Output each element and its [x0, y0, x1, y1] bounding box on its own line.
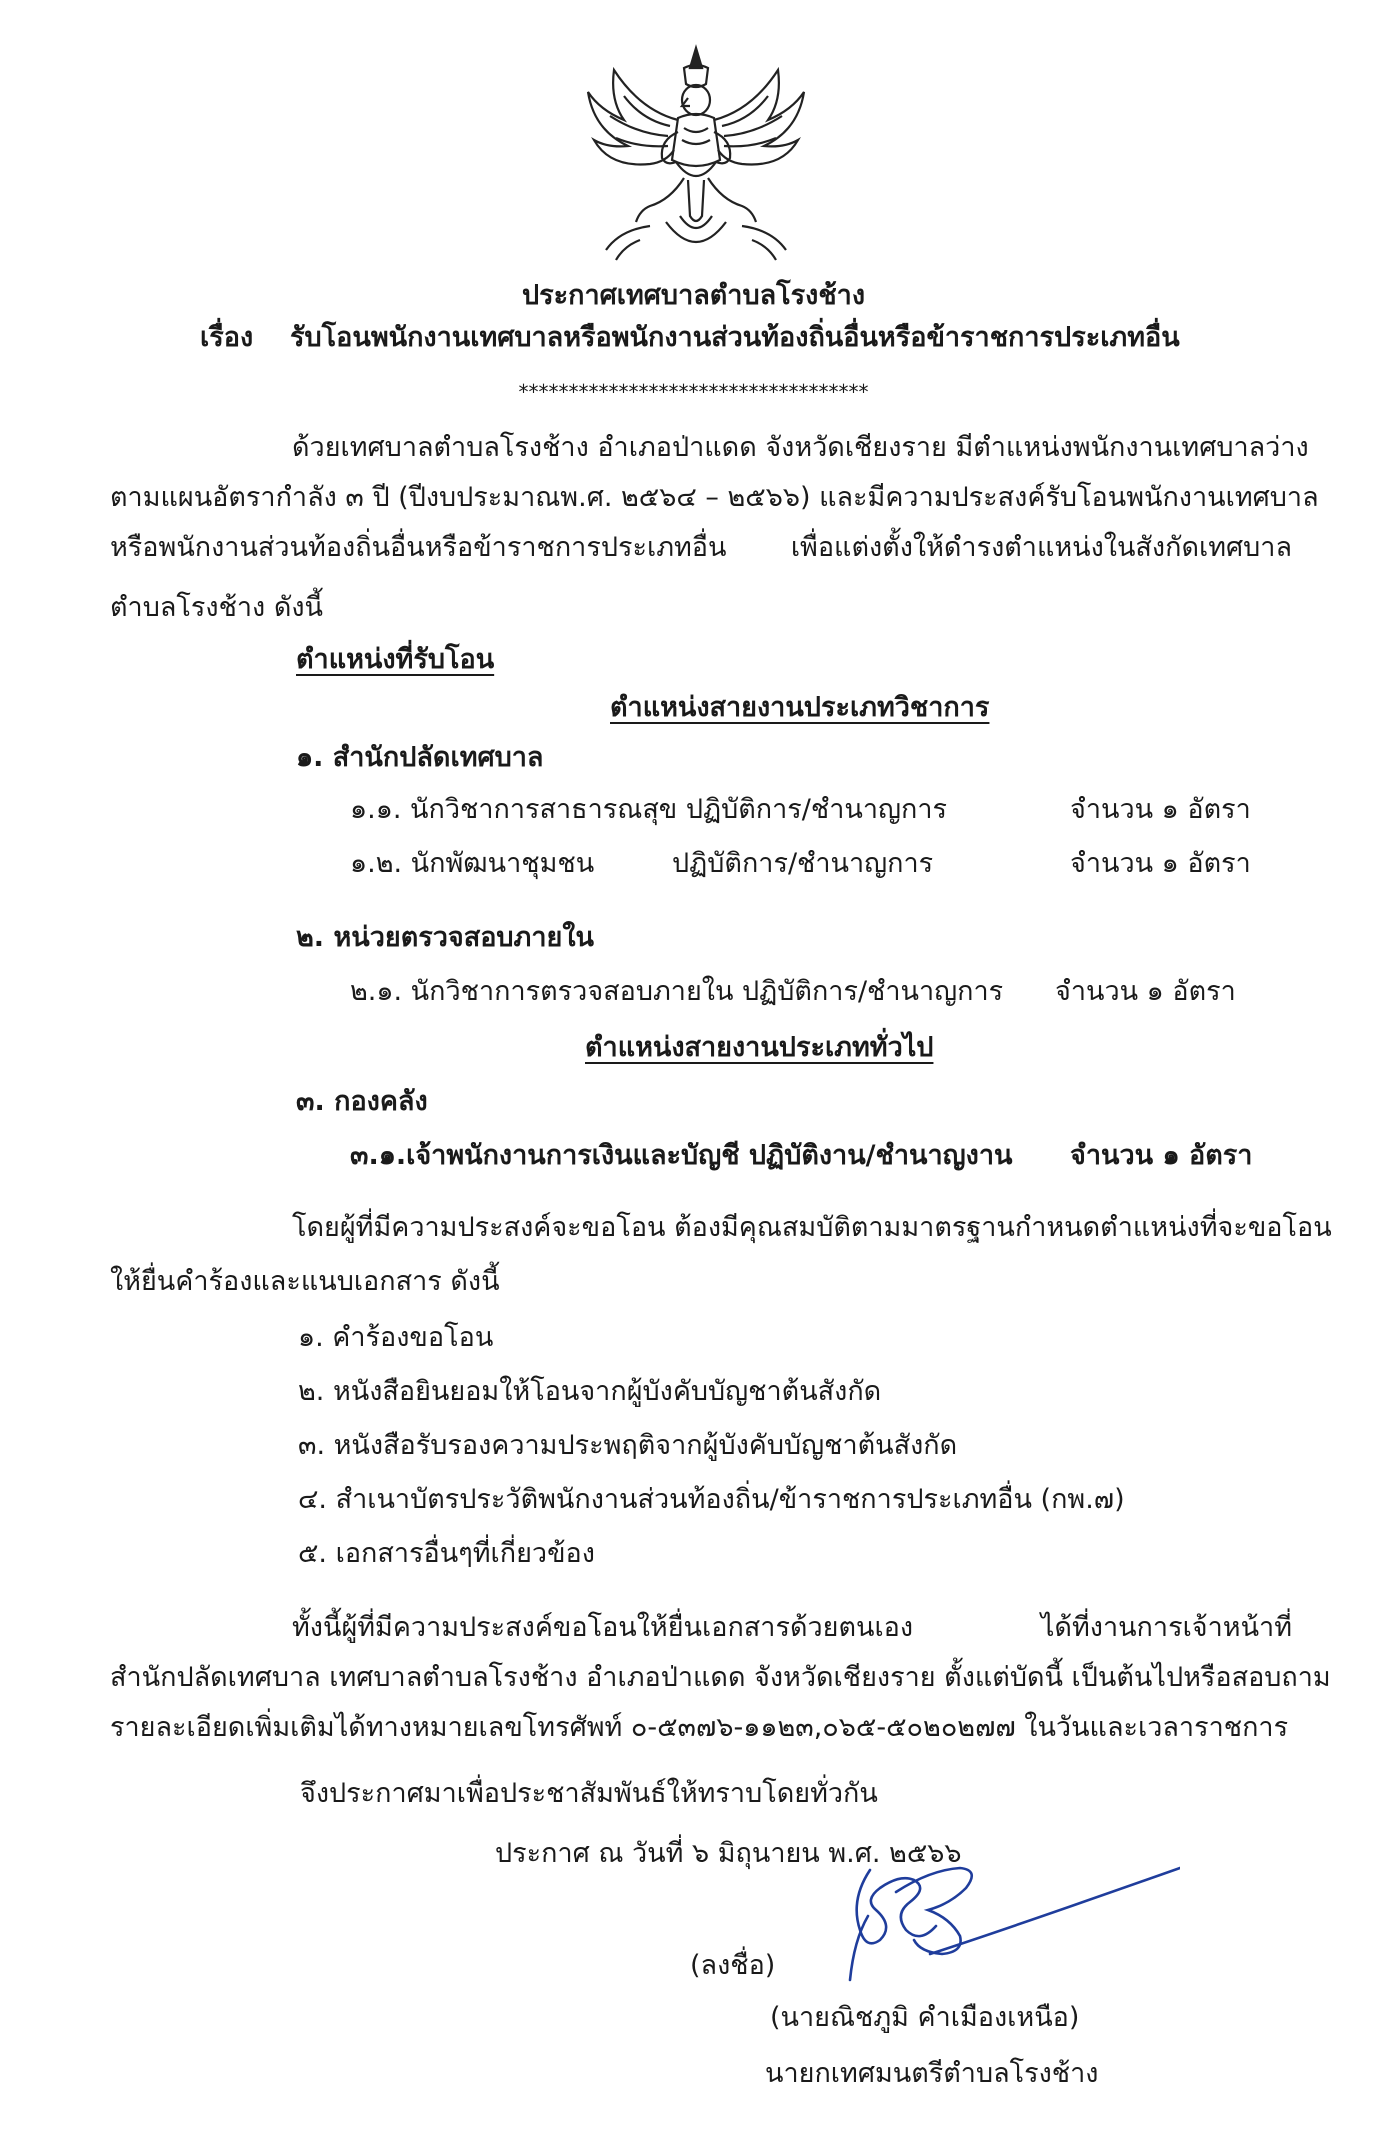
signer-name: (นายณิชภูมิ คำเมืองเหนือ) [770, 2002, 1080, 2033]
position-1-1-count: จำนวน ๑ อัตรา [1070, 794, 1251, 825]
document-item-3: ๓. หนังสือรับรองความประพฤติจากผู้บังคับบัญชาต้นสังกัด [298, 1430, 958, 1461]
position-1-2-count: จำนวน ๑ อัตรา [1070, 848, 1251, 879]
position-1-2-level: ปฏิบัติการ/ชำนาญการ [672, 848, 934, 879]
submission-line-2: สำนักปลัดเทศบาล เทศบาลตำบลโรงช้าง อำเภอป่าแดด จังหวัดเชียงราย ตั้งแต่บัดนี้ เป็นต้นไปหรือสอบถาม [110, 1662, 1331, 1693]
announcement-date: ประกาศ ณ วันที่ ๖ มิถุนายน พ.ศ. ๒๕๖๖ [495, 1838, 962, 1869]
signature-icon [810, 1840, 1180, 2010]
positions-heading: ตำแหน่งที่รับโอน [296, 644, 495, 675]
position-3-1-count: จำนวน ๑ อัตรา [1070, 1140, 1253, 1171]
garuda-emblem-icon [580, 40, 812, 265]
general-heading: ตำแหน่งสายงานประเภททั่วไป [585, 1032, 934, 1063]
document-item-5: ๕. เอกสารอื่นๆที่เกี่ยวข้อง [298, 1538, 595, 1569]
intro-line-2: ตามแผนอัตรากำลัง ๓ ปี (ปีงบประมาณพ.ศ. ๒๕๖๔ – ๒๕๖๖) และมีความประสงค์รับโอนพนักงานเทศบาล [110, 482, 1319, 513]
submission-line-3: รายละเอียดเพิ่มเติมได้ทางหมายเลขโทรศัพท์ ๐-๕๓๗๖-๑๑๒๓,๐๖๕-๕๐๒๐๒๗๗ ในวันและเวลาราชการ [110, 1712, 1289, 1743]
separator-line: *********************************** [518, 380, 869, 404]
requirements-line-2: ให้ยื่นคำร้องและแนบเอกสาร ดังนี้ [110, 1266, 500, 1297]
position-1-2-name: ๑.๒. นักพัฒนาชุมชน [350, 848, 595, 879]
position-1-1-name: ๑.๑. นักวิชาการสาธารณสุข ปฏิบัติการ/ชำนาญการ [350, 794, 948, 825]
document-item-2: ๒. หนังสือยินยอมให้โอนจากผู้บังคับบัญชาต้นสังกัด [298, 1376, 882, 1407]
section-3-title: ๓. กองคลัง [296, 1086, 428, 1117]
requirements-line-1: โดยผู้ที่มีความประสงค์จะขอโอน ต้องมีคุณสมบัติตามมาตรฐานกำหนดตำแหน่งที่จะขอโอน [292, 1212, 1332, 1243]
document-title: ประกาศเทศบาลตำบลโรงช้าง [521, 280, 866, 311]
subject-label: เรื่อง [200, 322, 254, 353]
intro-line-3: หรือพนักงานส่วนท้องถิ่นอื่นหรือข้าราชการประเภทอื่น เพื่อแต่งตั้งให้ดำรงตำแหน่งในสังกัดเทศบาล [110, 532, 1292, 563]
position-3-1-name: ๓.๑.เจ้าพนักงานการเงินและบัญชี ปฏิบัติงาน/ชำนาญงาน [350, 1140, 1013, 1171]
document-item-1: ๑. คำร้องขอโอน [298, 1322, 494, 1353]
section-2-title: ๒. หน่วยตรวจสอบภายใน [296, 922, 594, 953]
intro-line-4: ตำบลโรงช้าง ดังนี้ [110, 592, 323, 623]
subject-text: รับโอนพนักงานเทศบาลหรือพนักงานส่วนท้องถิ่นอื่นหรือข้าราชการประเภทอื่น [290, 322, 1180, 353]
signer-title: นายกเทศมนตรีตำบลโรงช้าง [765, 2058, 1099, 2089]
position-2-1-name: ๒.๑. นักวิชาการตรวจสอบภายใน ปฏิบัติการ/ชำนาญการ [350, 976, 1004, 1007]
intro-line-1: ด้วยเทศบาลตำบลโรงช้าง อำเภอป่าแดด จังหวัดเชียงราย มีตำแหน่งพนักงานเทศบาลว่าง [292, 432, 1309, 463]
submission-line-1: ทั้งนี้ผู้ที่มีความประสงค์ขอโอนให้ยื่นเอกสารด้วยตนเอง ได้ที่งานการเจ้าหน้าที่ [292, 1612, 1292, 1643]
document-item-4: ๔. สำเนาบัตรประวัติพนักงานส่วนท้องถิ่น/ข้าราชการประเภทอื่น (กพ.๗) [298, 1484, 1125, 1515]
closing-statement: จึงประกาศมาเพื่อประชาสัมพันธ์ให้ทราบโดยทั่วกัน [300, 1778, 878, 1809]
academic-heading: ตำแหน่งสายงานประเภทวิชาการ [610, 692, 990, 723]
signed-label: (ลงชื่อ) [690, 1950, 776, 1981]
section-1-title: ๑. สำนักปลัดเทศบาล [296, 742, 544, 773]
position-2-1-count: จำนวน ๑ อัตรา [1055, 976, 1236, 1007]
